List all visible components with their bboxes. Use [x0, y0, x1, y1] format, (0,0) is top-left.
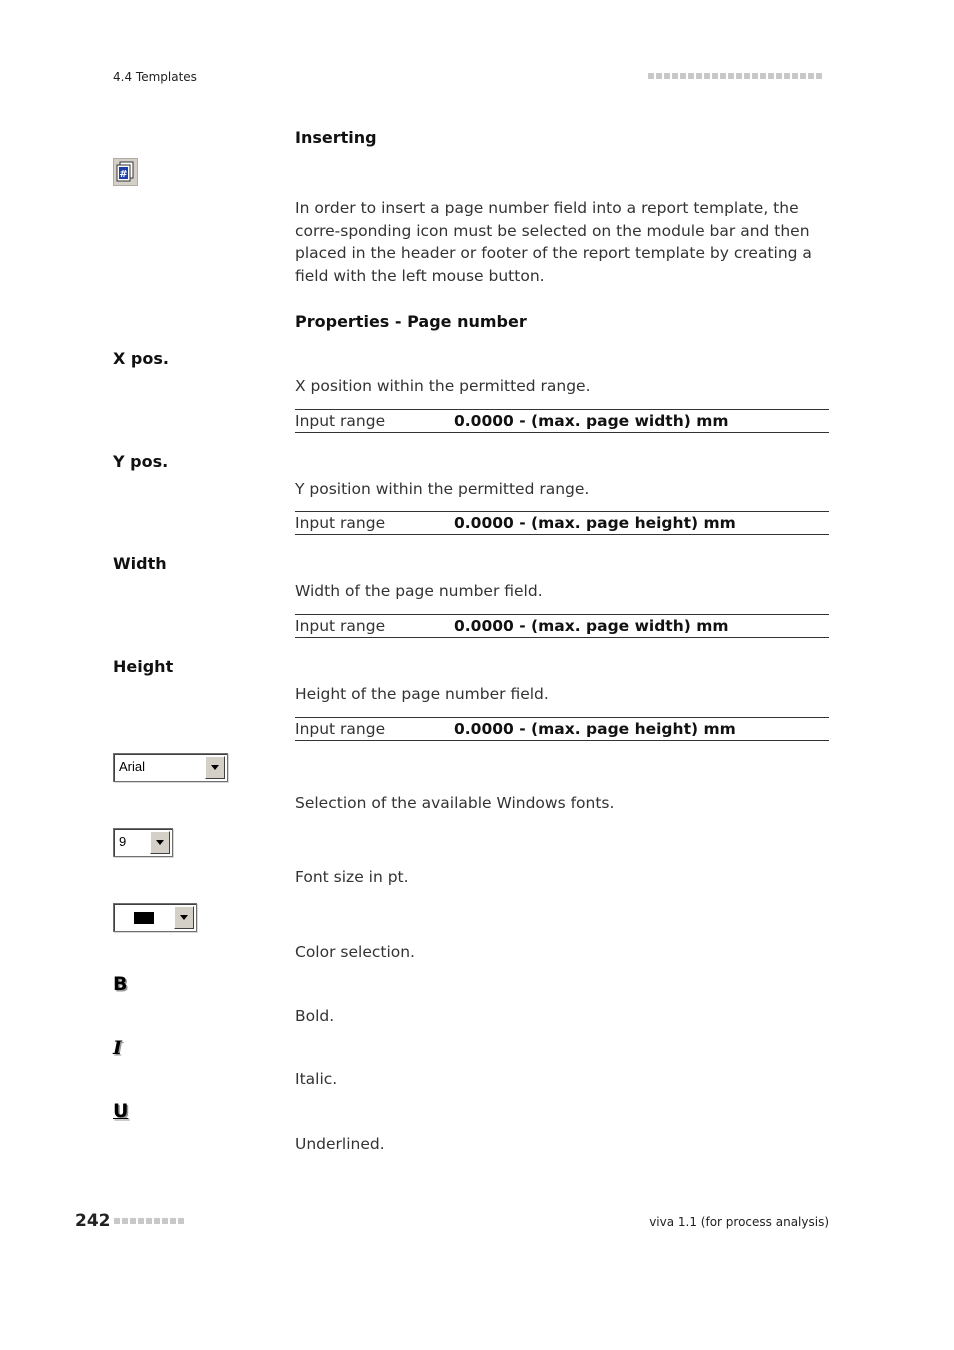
y-pos-description: Y position within the permitted range. [295, 480, 590, 498]
bold-description: Bold. [295, 1007, 335, 1025]
font-select[interactable] [113, 753, 228, 782]
width-range-key: Input range [295, 617, 386, 635]
chevron-down-icon[interactable] [174, 906, 194, 929]
inserting-text: In order to insert a page number field into a report template, the corre-sponding icon must be selected on the module bar and then placed in the header or footer of the report template by creating a field with the left mouse button. [295, 199, 812, 285]
y-pos-range-value: 0.0000 - (max. page height) mm [454, 514, 736, 532]
font-select-value: Arial [119, 759, 146, 774]
section-header: 4.4 Templates [113, 70, 197, 84]
chevron-down-icon[interactable] [150, 831, 170, 854]
color-swatch [134, 912, 154, 924]
x-pos-range-key: Input range [295, 412, 386, 430]
height-range-key: Input range [295, 720, 386, 738]
font-description: Selection of the available Windows fonts. [295, 794, 615, 812]
width-description: Width of the page number field. [295, 582, 543, 600]
svg-text:#: # [119, 169, 128, 180]
y-pos-range-key: Input range [295, 514, 386, 532]
italic-description: Italic. [295, 1070, 338, 1088]
x-pos-description: X position within the permitted range. [295, 377, 591, 395]
x-pos-range-row [295, 409, 829, 433]
width-range-value: 0.0000 - (max. page width) mm [454, 617, 729, 635]
footer-decoration [114, 1218, 184, 1224]
y-pos-label: Y pos. [113, 452, 169, 471]
inserting-heading: Inserting [295, 128, 377, 147]
x-pos-label: X pos. [113, 349, 169, 368]
y-pos-range-row [295, 511, 829, 535]
height-range-row [295, 717, 829, 741]
page-number-icon-graphic [114, 159, 137, 185]
font-size-value: 9 [119, 834, 127, 849]
width-label: Width [113, 554, 167, 573]
product-name: viva 1.1 (for process analysis) [649, 1215, 829, 1229]
color-select[interactable] [113, 903, 197, 932]
height-range-value: 0.0000 - (max. page height) mm [454, 720, 736, 738]
bold-icon[interactable]: B [113, 973, 128, 995]
width-range-row [295, 614, 829, 638]
height-label: Height [113, 657, 174, 676]
color-description: Color selection. [295, 943, 415, 961]
underline-icon[interactable]: U [113, 1100, 129, 1122]
height-description: Height of the page number field. [295, 685, 549, 703]
italic-icon[interactable]: I [113, 1037, 122, 1059]
x-pos-range-value: 0.0000 - (max. page width) mm [454, 412, 729, 430]
page-number: 242 [75, 1211, 111, 1231]
chevron-down-icon[interactable] [205, 756, 225, 779]
header-decoration [648, 73, 822, 79]
font-size-select[interactable] [113, 828, 173, 857]
properties-heading: Properties - Page number [295, 312, 527, 331]
underline-description: Underlined. [295, 1135, 385, 1153]
font-size-description: Font size in pt. [295, 868, 409, 886]
page-number-icon[interactable] [113, 158, 138, 186]
